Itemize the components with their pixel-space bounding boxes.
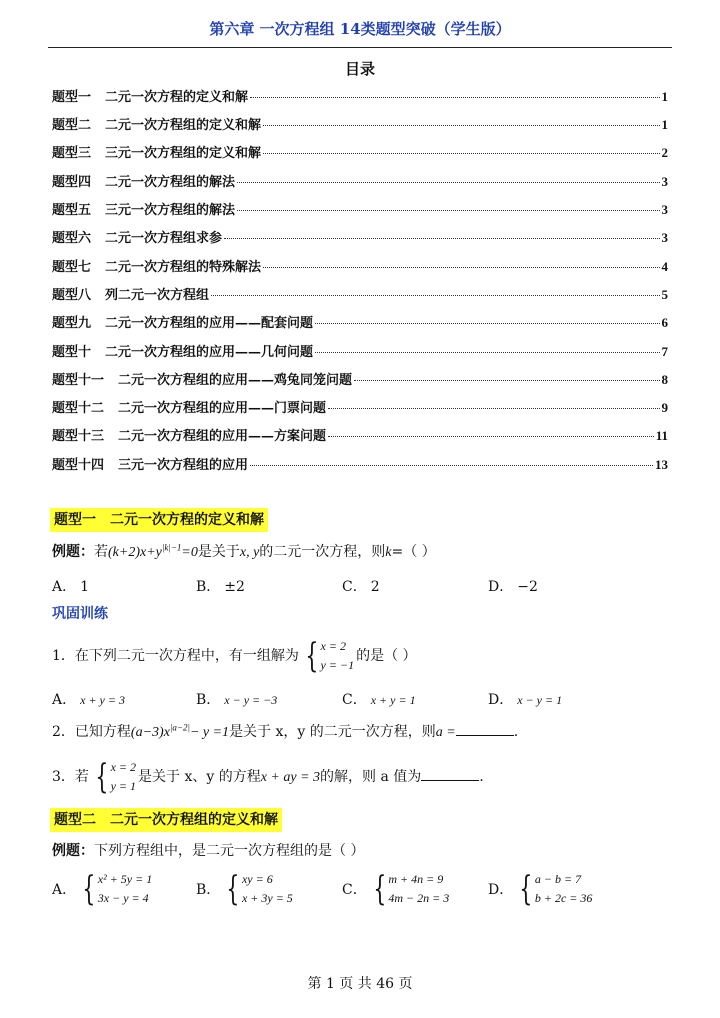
option-b[interactable]: B． x − y = −3 xyxy=(196,692,278,708)
toc-item-page: 11 xyxy=(655,428,668,443)
equation-system: { x² + 5y = 1 3x − y = 4 xyxy=(82,869,153,909)
toc-item[interactable] xyxy=(52,425,668,445)
toc-item-title: 二元一次方程组的应用——方案问题 xyxy=(118,429,327,444)
toc-item-page: 3 xyxy=(661,174,668,189)
solution-system: { x = 2 y = 1 xyxy=(95,757,136,797)
toc-leader-dots xyxy=(211,295,659,296)
toc-item-number: 题型二 xyxy=(52,118,92,133)
toc-item[interactable] xyxy=(52,256,668,276)
section-heading-1 xyxy=(50,508,268,532)
equation-system: { a − b = 7 b + 2c = 36 xyxy=(519,869,593,909)
option-c[interactable]: C． { m + 4n = 9 4m − 2n = 3 xyxy=(342,869,450,909)
toc-item-number: 题型三 xyxy=(52,146,92,161)
toc-leader-dots xyxy=(328,408,659,409)
toc-item[interactable] xyxy=(52,114,668,134)
toc-item-page: 5 xyxy=(661,287,668,302)
toc-item-title: 二元一次方程组的定义和解 xyxy=(105,118,262,133)
toc-item-title: 列二元一次方程组 xyxy=(105,288,210,303)
toc-leader-dots xyxy=(315,323,659,324)
toc-item[interactable] xyxy=(52,227,668,247)
option-c[interactable]: C． 2 xyxy=(342,579,380,595)
page-footer: 第 1 页 共 46 页 xyxy=(307,976,413,992)
toc-item-number: 题型十三 xyxy=(52,429,105,444)
option-d[interactable]: D． x − y = 1 xyxy=(488,692,563,708)
toc-item[interactable] xyxy=(52,369,668,389)
option-d[interactable]: D． −2 xyxy=(488,579,538,595)
toc-item[interactable] xyxy=(52,171,668,191)
toc-item-number: 题型九 xyxy=(52,316,92,331)
toc-item-number: 题型五 xyxy=(52,203,92,218)
toc-item-number: 题型四 xyxy=(52,175,92,190)
header-divider xyxy=(48,47,672,48)
toc-item-title: 二元一次方程组的应用——鸡兔同笼问题 xyxy=(118,373,353,388)
toc-item[interactable] xyxy=(52,397,668,417)
toc-item-page: 1 xyxy=(661,117,668,132)
toc-leader-dots xyxy=(263,125,659,126)
toc-item-number: 题型十二 xyxy=(52,401,105,416)
toc-item-page: 2 xyxy=(661,145,668,160)
practice-question-2: 2．已知方程$(a-3)x^{|a-2|}- y =1$是关于 x，y 的二元一次方程，则a = . xyxy=(52,722,519,740)
toc-item-title: 三元一次方程组的定义和解 xyxy=(105,146,262,161)
toc-item-page: 9 xyxy=(661,400,668,415)
practice-heading: 巩固训练 xyxy=(52,606,108,622)
section-title: 二元一次方程组的定义和解 xyxy=(110,812,278,828)
section-number: 题型二 xyxy=(54,812,96,828)
toc-item-title: 二元一次方程组的解法 xyxy=(105,175,236,190)
toc-item-page: 6 xyxy=(661,315,668,330)
answer-blank[interactable] xyxy=(456,721,514,736)
toc-leader-dots xyxy=(237,210,659,211)
toc-leader-dots xyxy=(250,97,659,98)
toc-item-title: 二元一次方程组的应用——配套问题 xyxy=(105,316,314,331)
toc-leader-dots xyxy=(328,436,654,437)
toc-item[interactable] xyxy=(52,284,668,304)
toc-item[interactable] xyxy=(52,142,668,162)
toc-item-number: 题型六 xyxy=(52,231,92,246)
option-a[interactable]: A． x + y = 3 xyxy=(52,692,125,708)
toc-item[interactable] xyxy=(52,199,668,219)
toc-item[interactable] xyxy=(52,312,668,332)
toc-item-title: 二元一次方程组求参 xyxy=(105,231,223,246)
toc-leader-dots xyxy=(237,182,659,183)
toc-item-page: 3 xyxy=(661,230,668,245)
toc-item-title: 三元一次方程组的应用 xyxy=(118,458,249,473)
toc-item-page: 8 xyxy=(661,372,668,387)
toc-item-page: 13 xyxy=(655,457,668,472)
toc-leader-dots xyxy=(250,465,653,466)
toc-item[interactable] xyxy=(52,341,668,361)
option-b[interactable]: B． ±2 xyxy=(196,579,245,595)
option-d[interactable]: D． { a − b = 7 b + 2c = 36 xyxy=(488,869,593,909)
toc-title: 目录 xyxy=(344,60,375,78)
toc-item-title: 二元一次方程的定义和解 xyxy=(105,90,249,105)
toc-leader-dots xyxy=(224,238,659,239)
option-c[interactable]: C． x + y = 1 xyxy=(342,692,416,708)
toc-item-number: 题型八 xyxy=(52,288,92,303)
solution-system: { x = 2 y = −1 xyxy=(305,636,355,676)
toc-item[interactable] xyxy=(52,86,668,106)
toc-item-page: 7 xyxy=(661,344,668,359)
toc-leader-dots xyxy=(263,153,659,154)
option-a[interactable]: A． { x² + 5y = 1 3x − y = 4 xyxy=(52,869,153,909)
toc-item-title: 二元一次方程组的应用——门票问题 xyxy=(118,401,327,416)
toc-item-page: 4 xyxy=(661,259,668,274)
toc-item-number: 题型七 xyxy=(52,260,92,275)
toc-item-number: 题型十 xyxy=(52,345,92,360)
toc-item-page: 3 xyxy=(661,202,668,217)
section-title: 二元一次方程的定义和解 xyxy=(110,512,264,528)
example-question-2: 例题：下列方程组中，是二元一次方程组的是（ ） xyxy=(52,843,365,859)
section-heading-2 xyxy=(50,808,282,832)
toc-item-number: 题型十四 xyxy=(52,458,105,473)
toc-item-number: 题型十一 xyxy=(52,373,105,388)
example-label: 例题： xyxy=(52,544,94,560)
chapter-title: 第六章 一次方程组 14类题型突破（学生版） xyxy=(209,20,511,38)
option-a[interactable]: A． 1 xyxy=(52,579,90,595)
toc-leader-dots xyxy=(263,267,659,268)
toc-item-number: 题型一 xyxy=(52,90,92,105)
equation-system: { m + 4n = 9 4m − 2n = 3 xyxy=(373,869,450,909)
option-b[interactable]: B． { xy = 6 x + 3y = 5 xyxy=(196,869,293,909)
section-number: 题型一 xyxy=(54,512,96,528)
toc-leader-dots xyxy=(354,380,659,381)
toc-item-title: 二元一次方程组的应用——几何问题 xyxy=(105,345,314,360)
toc-item-page: 1 xyxy=(661,89,668,104)
toc-item[interactable] xyxy=(52,454,668,474)
toc-item-title: 二元一次方程组的特殊解法 xyxy=(105,260,262,275)
practice-question-1: 1．在下列二元一次方程中，有一组解为 { x = 2 y = −1 的是（ ） xyxy=(52,636,417,676)
toc-leader-dots xyxy=(315,352,659,353)
example-question-1: 例题：若$(k+2)x+y^{|k|-1}=0$是关于x, y的二元一次方程，则k=（ ） xyxy=(52,542,436,560)
toc-item-title: 三元一次方程组的解法 xyxy=(105,203,236,218)
equation-system: { xy = 6 x + 3y = 5 xyxy=(226,869,293,909)
example-label: 例题： xyxy=(52,843,94,859)
practice-question-3: 3．若 { x = 2 y = 1 是关于 x、y 的方程x + ay = 3的解，则 a 值为 . xyxy=(52,757,484,797)
answer-blank[interactable] xyxy=(421,766,479,781)
